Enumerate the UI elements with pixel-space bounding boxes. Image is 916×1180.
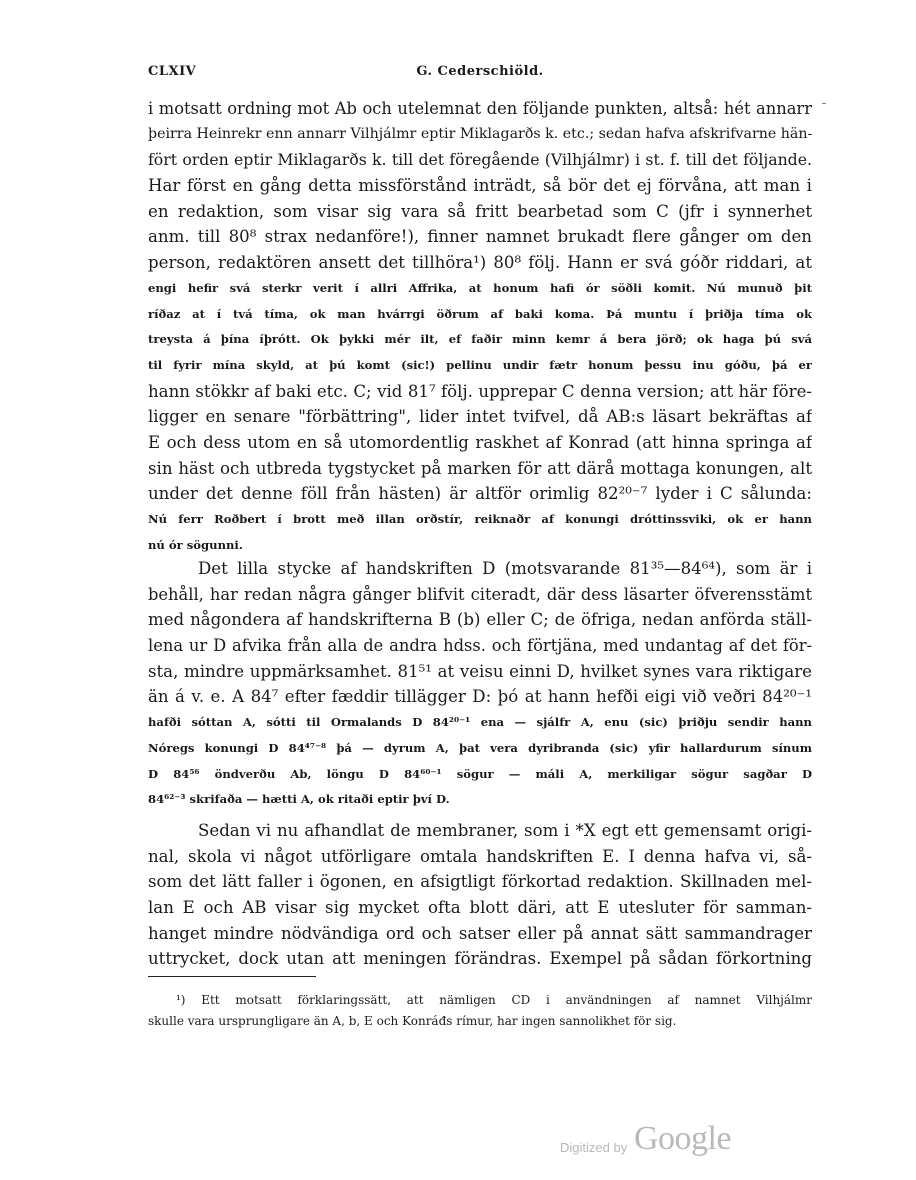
text-line: 84⁶²⁻³ skrifaða — hætti A, ok ritaði eptir því D.: [148, 792, 450, 807]
text-line: D 84⁵⁶ öndverðu Ab, löngu D 84⁶⁰⁻¹ sögur — máli A, merkiligar sögur sagðar D: [148, 766, 812, 781]
text-line: än á v. e. A 84⁷ efter fæddir tillägger D: þó at hann hefði eigi við veðri 84²⁰⁻¹: [148, 687, 812, 707]
footnote: [148, 990, 812, 1032]
text-line: til fyrir mína skyld, at þú komt (sic!) pellinu undir fætr honum þessu inu góðu, þá er: [148, 357, 812, 372]
paragraph-1: [148, 96, 812, 558]
text-line: engi hefir svá sterkr verit í allri Affrika, at honum hafi ór söðli komit. Nú munuð þit: [148, 280, 812, 295]
paragraph-2: [148, 556, 812, 813]
text-line: treysta á þína íþrótt. Ok þykki mér ilt, ef faðir minn kemr á bera jörð; ok haga þú svá: [148, 332, 812, 347]
text-line: ríðaz at í tvá tíma, ok man hvárrgi öðrum af baki koma. Þá muntu í þriðja tíma ok: [148, 306, 812, 321]
paragraph-3: [148, 818, 812, 972]
text-line: en redaktion, som visar sig vara så fritt bearbetad som C (jfr i synnerhet: [148, 201, 812, 221]
text-line: ligger en senare "förbättring", lider intet tvifvel, då AB:s läsart bekräftas af: [148, 407, 812, 427]
text-line: uttrycket, dock utan att meningen förändras. Exempel på sådan förkortning: [148, 949, 812, 969]
text-line: fört orden eptir Miklagarðs k. till det föregående (Vilhjálmr) i st. f. till det följande.: [148, 150, 812, 170]
watermark-prefix: Digitized by: [560, 1140, 628, 1155]
running-head: G. Cederschiöld.: [416, 64, 544, 79]
text-line: behåll, har redan några gånger blifvit citeradt, där dess läsarter öfverensstämt: [148, 584, 812, 604]
text-line: hafði sóttan A, sótti til Ormalands D 84²⁰⁻¹ ena — sjálfr A, enu (sic) þriðju sendir hann: [148, 715, 812, 730]
text-line: Det lilla stycke af handskriften D (motsvarande 81³⁵—84⁶⁴), som är i: [198, 559, 812, 578]
footnote-line: ¹) Ett motsatt förklaringssätt, att nämligen CD i användningen af namnet Vilhjálmr: [176, 993, 812, 1007]
text-line: Nóregs konungi D 84⁴⁷⁻⁸ þá — dyrum A, þat vera dyribranda (sic) yfir hallardurum sínum: [148, 740, 812, 755]
footnote-rule: [148, 976, 316, 977]
text-line: hanget mindre nödvändiga ord och satser eller på annat sätt sammandrager: [148, 923, 812, 943]
text-line: nú ór sögunni.: [148, 537, 243, 552]
text-line: sin häst och utbreda tygstycket på marken för att därå mottaga konungen, alt: [148, 458, 812, 478]
margin-mark: [822, 103, 826, 104]
text-line: Sedan vi nu afhandlat de membraner, som i *X egt ett gemensamt origi-: [198, 821, 812, 840]
text-line: hann stökkr af baki etc. C; vid 81⁷ följ. upprepar C denna version; att här före-: [148, 381, 812, 401]
text-line: lena ur D afvika från alla de andra hdss. och förtjäna, med undantag af det för-: [148, 636, 812, 656]
digitized-by-watermark: [560, 1120, 780, 1166]
text-line: þeirra Heinrekr enn annarr Vilhjálmr eptir Miklagarðs k. etc.; sedan hafva afskrifvarne hän-: [148, 125, 812, 142]
text-line: Har först en gång detta missförstånd inträdt, så bör det ej förvåna, att man i: [148, 176, 812, 196]
page-number: CLXIV: [148, 64, 197, 79]
text-line: som det lätt faller i ögonen, en afsigtligt förkortad redaktion. Skillnaden mel-: [148, 872, 812, 892]
text-line: under det denne föll från hästen) är altför orimlig 82²⁰⁻⁷ lyder i C sålunda:: [148, 484, 812, 504]
text-line: person, redaktören ansett det tillhöra¹) 80⁸ följ. Hann er svá góðr riddari, at: [148, 253, 812, 273]
text-line: med någondera af handskrifterna B (b) eller C; de öfriga, nedan anförda ställ-: [148, 610, 812, 630]
text-line: lan E och AB visar sig mycket ofta blott däri, att E utesluter för samman-: [148, 898, 812, 918]
text-line: i motsatt ordning mot Ab och utelemnat den följande punkten, altså: hét annarr: [148, 99, 812, 118]
text-line: anm. till 80⁸ strax nedanföre!), finner namnet brukadt flere gånger om den: [148, 227, 812, 247]
text-line: nal, skola vi något utförligare omtala handskriften E. I denna hafva vi, så-: [148, 846, 812, 866]
page-header: [148, 64, 812, 86]
google-logo: Google: [634, 1120, 732, 1157]
footnote-line: skulle vara ursprungligare än A, b, E och Konráđs rímur, har ingen sannolikhet för sig.: [148, 1014, 677, 1028]
text-line: E och dess utom en så utomordentlig raskhet af Konrad (att hinna springa af: [148, 432, 812, 452]
text-line: Nú ferr Roðbert í brott með illan orðstír, reiknaðr af konungi dróttinssviki, ok er hann: [148, 512, 812, 526]
text-line: sta, mindre uppmärksamhet. 81⁵¹ at veisu einni D, hvilket synes vara riktigare: [148, 661, 812, 681]
